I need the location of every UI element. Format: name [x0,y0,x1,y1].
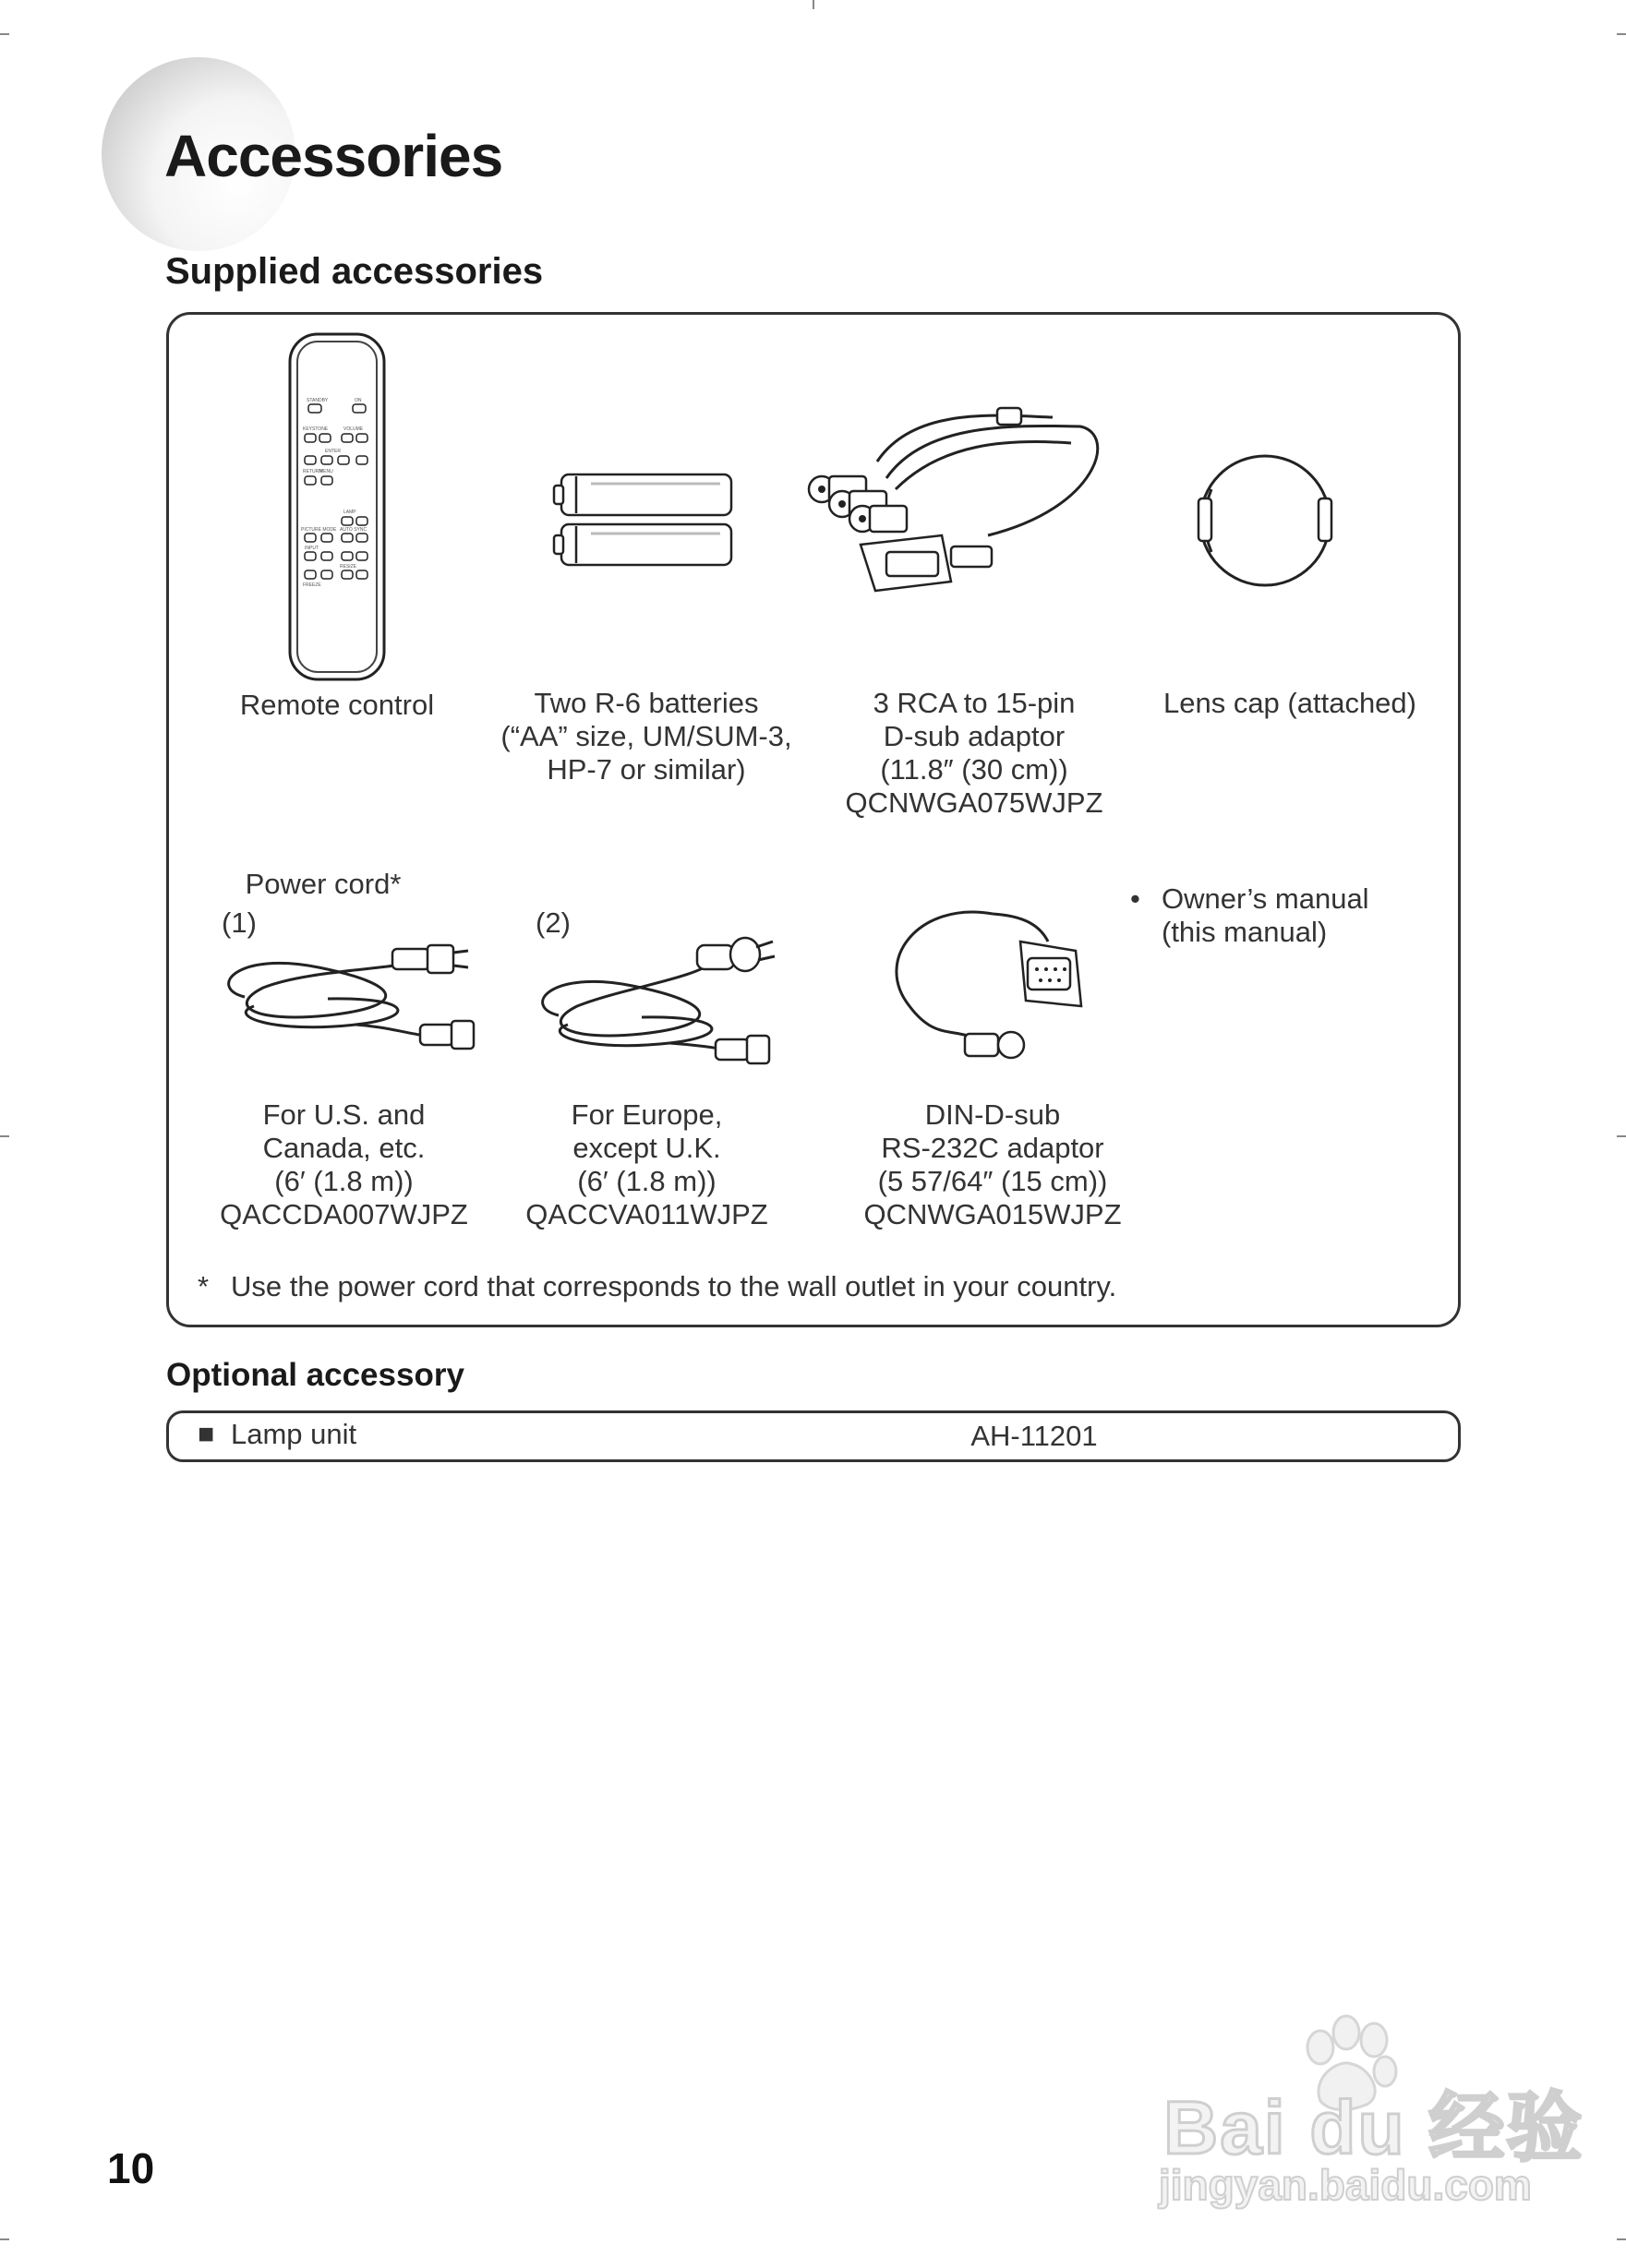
footnote-text: Use the power cord that corresponds to the wall outlet in your country. [231,1270,1117,1302]
remote-key-label: MENU [319,469,333,474]
caption-line: except U.K. [572,1132,721,1164]
crop-mark [1617,33,1626,35]
remote-key-label: ON [355,398,362,403]
remote-key-label: PICTURE MODE [301,527,337,533]
caption-line: QACCDA007WJPZ [220,1198,468,1230]
caption-line: D-sub adaptor [883,720,1066,752]
caption-line: Two R-6 batteries [534,687,759,719]
caption-line: Canada, etc. [262,1132,426,1164]
caption-line: (11.8″ (30 cm)) [880,753,1068,786]
lens-cap-illustration [1191,452,1339,591]
crop-mark [1617,1135,1626,1137]
remote-key-label: AUTO SYNC [340,527,367,533]
caption-power-cord-europe [506,1098,788,1231]
caption-line: QCNWGA075WJPZ [845,786,1103,819]
din-dsub-adaptor-illustration [882,905,1103,1080]
lamp-unit-code: AH-11201 [970,1420,1098,1452]
footnote-mark: * [198,1270,210,1302]
power-cord-label: Power cord* [245,868,402,900]
remote-key-label: VOLUME [343,426,364,432]
caption-line: QCNWGA015WJPZ [863,1198,1122,1230]
cord-2-label: (2) [536,906,571,939]
caption-remote-control [203,689,471,722]
caption-line: For Europe, [571,1098,723,1131]
caption-power-cord-us [203,1098,485,1231]
page-number: 10 [107,2144,155,2192]
caption-line: Lens cap (attached) [1162,687,1416,719]
batteries-illustration [554,471,739,568]
caption-line: DIN-D-sub [924,1098,1061,1131]
caption-lens-cap [1138,687,1442,720]
caption-line: Remote control [239,689,435,721]
remote-key-label: LAMP [343,510,356,515]
caption-line: (this manual) [1162,916,1328,948]
crop-mark [0,33,9,35]
lamp-unit-label: Lamp unit [231,1418,357,1450]
caption-line: For U.S. and [262,1098,426,1131]
caption-line: HP-7 or similar) [547,753,746,786]
remote-control-illustration [288,332,390,683]
remote-key-label: ENTER [325,449,341,454]
remote-key-label: STANDBY [307,398,329,403]
caption-line: 3 RCA to 15-pin [873,687,1076,719]
supplied-accessories-heading: Supplied accessories [165,251,544,292]
caption-line: (6′ (1.8 m)) [274,1165,414,1197]
watermark-url: jingyan.baidu.com [1159,2161,1532,2209]
caption-din-adaptor [840,1098,1145,1231]
crop-mark [0,2238,9,2240]
caption-line: Owner’s manual [1162,882,1369,915]
watermark-brand: Bai du 经验 [1163,2086,1584,2170]
caption-rca-adaptor [822,687,1126,820]
owners-manual-item [1162,882,1439,949]
remote-key-label: RESIZE [340,564,357,570]
caption-line: (“AA” size, UM/SUM-3, [500,720,792,752]
remote-key-label: KEYSTONE [303,426,329,432]
power-cord-europe-illustration [531,932,780,1071]
caption-line: QACCVA011WJPZ [525,1198,768,1230]
crop-mark [1617,2238,1626,2240]
crop-mark [813,0,814,9]
caption-line: (6′ (1.8 m)) [577,1165,717,1197]
remote-key-label: FREEZE [303,582,321,588]
page-title: Accessories [164,123,503,189]
caption-batteries [480,687,813,786]
cord-1-label: (1) [222,906,257,939]
optional-accessory-heading: Optional accessory [166,1357,464,1393]
power-cord-us-illustration [217,932,485,1052]
lamp-bullet: ■ [198,1419,215,1449]
caption-line: RS-232C adaptor [881,1132,1104,1164]
caption-line: (5 57/64″ (15 cm)) [877,1165,1108,1197]
crop-mark [0,1135,9,1137]
remote-key-label: INPUT [305,546,319,551]
remote-key-label: RETURN [303,469,322,474]
rca-dsub-adaptor-illustration [803,397,1117,600]
manual-bullet: • [1130,882,1140,915]
